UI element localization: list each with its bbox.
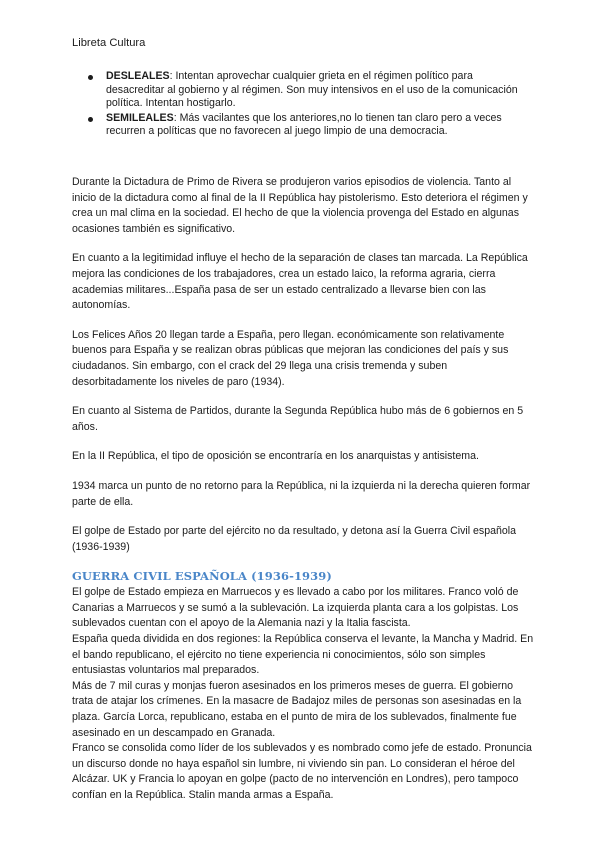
document-body [72,175,534,804]
bullet-item-semileales [72,112,532,139]
bullet-dot-icon [88,75,93,80]
bullet-text: : Intentan aprovechar cualquier grieta en el régimen político para desacreditar al gobierno y al régimen. Son muy intensivos en el uso de la comunicación política. Intentan hostigarlo. [106,70,518,110]
section-heading: GUERRA CIVIL ESPAÑOLA (1936-1939) [72,569,332,584]
bullet-term: SEMILEALES [106,111,174,124]
paragraph: En cuanto a la legitimidad influye el hecho de la separación de clases tan marcada. La República mejora las condiciones de los trabajadores, crea un estado laico, la reforma agraria, cierra academias militares...España pasa de ser un estado centralizado a llevarse bien con las autonomías. [72,252,528,312]
section-paragraph: España queda dividida en dos regiones: la República conserva el levante, la Mancha y Madrid. En el bando republicano, el ejército no tiene experiencia ni conocimientos, sólo son simples entusiastas voluntarios mal preparados. [72,633,534,677]
bullet-term: DESLEALES [106,70,170,82]
section-paragraph: Franco se consolida como líder de los sublevados y es nombrado como jefe de estado. Pronuncia un discurso donde no haya español sin lumbre, ni viviendo sin pan. Lo consideran el héroe del Alcázar. UK y Francia lo apoyan en golpe (pacto de no intervención en Londres), pero tampoco confían en la República. Stalin manda armas a España. [72,742,532,801]
paragraph: En cuanto al Sistema de Partidos, durante la Segunda República hubo más de 6 gobiernos en 5 años. [72,405,524,433]
section-paragraph: Más de 7 mil curas y monjas fueron asesinados en los primeros meses de guerra. El gobierno trata de atajar los crímenes. En la masacre de Badajoz miles de personas son asesinadas en la plaza. García Lorca, republicano, estaba en el punto de mira de los sublevados, finalmente fue asesinado en un descampado en Granada. [72,679,522,739]
bullet-dot-icon [88,117,93,122]
section-paragraph: El golpe de Estado empieza en Marruecos y es llevado a cabo por los militares. Franco voló de Canarias a Marruecos y se sumó a la sublevación. La izquierda planta cara a los golpistas. Los sublevados cuentan con el apoyo de la Alemania nazi y la Italia fascista. [72,586,519,630]
paragraph: Durante la Dictadura de Primo de Rivera se produjeron varios episodios de violencia. Tanto al inicio de la dictadura como al final de la II República hay pistolerismo. Esto deteriora el régimen y crea un mal clima en la sociedad. El hecho de que la violencia provenga del Estado en algunas ocasiones también es significativo. [72,176,528,235]
paragraph: 1934 marca un punto de no retorno para la República, ni la izquierda ni la derecha quieren formar parte de ella. [72,479,531,508]
bullet-item-desleales [72,70,532,111]
paragraph: En la II República, el tipo de oposición se encontraría en los anarquistas y antisistema. [72,450,479,463]
paragraph: El golpe de Estado por parte del ejército no da resultado, y detona así la Guerra Civil española (1936-1939) [72,525,517,553]
paragraph: Los Felices Años 20 llegan tarde a España, pero llegan. económicamente son relativamente buenos para España y se realizan obras públicas que mejoran las condiciones del país y sus ciudadanos. Sin embargo, con el crack del 29 llega una crisis tremenda y suben desorbitadamente los niveles de paro (1934). [72,328,509,388]
bullet-list [72,70,532,140]
section-guerra-civil [72,569,534,803]
bullet-text: : Más vacilantes que los anteriores,no lo tienen tan claro pero a veces recurren a políticas que no favorecen al juego limpio de una democracia. [106,111,502,138]
document-header: Libreta Cultura [72,37,146,49]
